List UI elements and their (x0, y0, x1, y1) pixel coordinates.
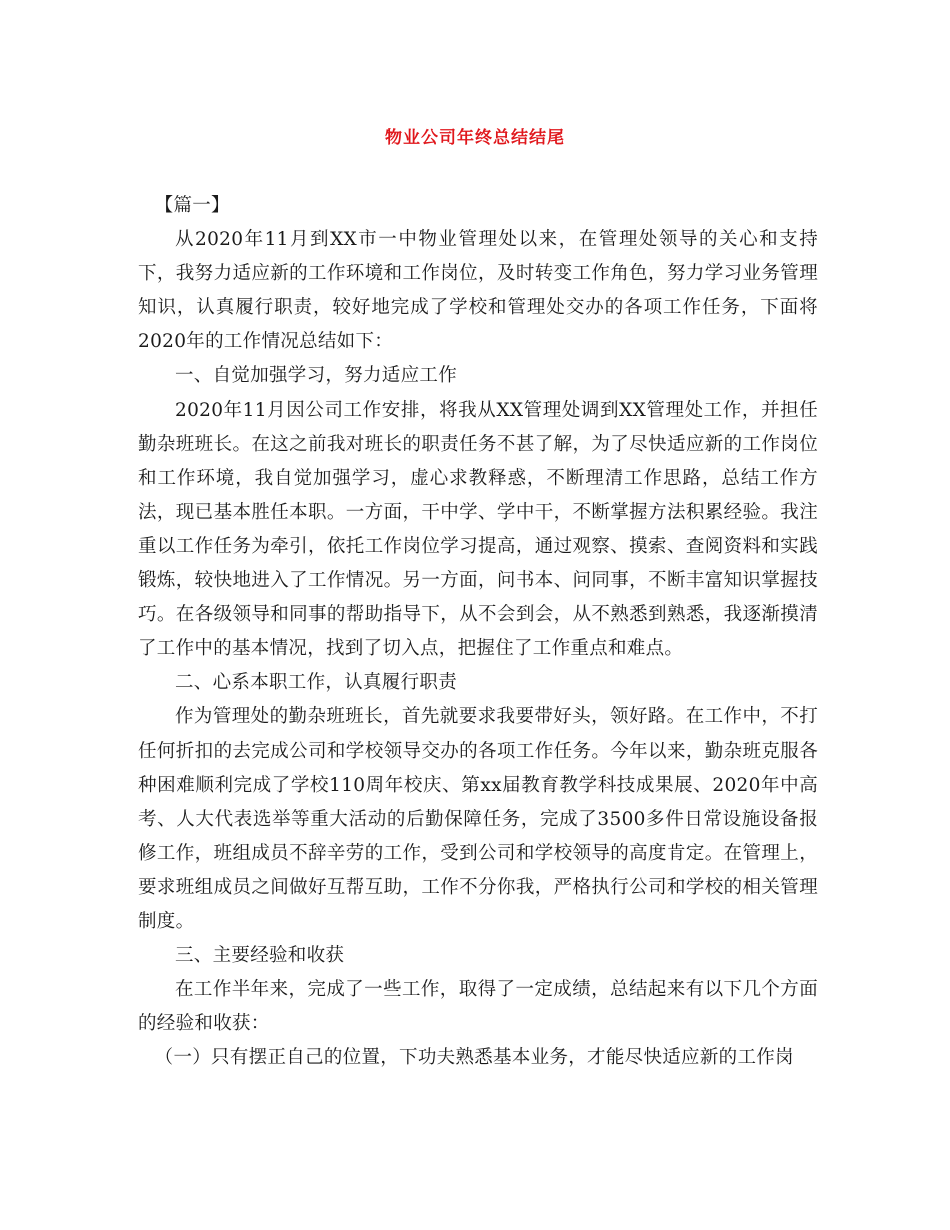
paragraph: （一）只有摆正自己的位置，下功夫熟悉基本业务，才能尽快适应新的工作岗 (154, 1047, 794, 1069)
paragraph: 2020年11月因公司工作安排，将我从XX管理处调到XX管理处工作，并担任勤杂班班长。在这之前我对班长的职责任务不甚了解，为了尽快适应新的工作岗位和工作环境，我自觉加强学习，虚心求教释惑，不断理清工作思路，总结工作方法，现已基本胜任本职。一方面，干中学、学中干，不断掌握方法积累经验。我注重以工作任务为牵引，依托工作岗位学习提高，通过观察、摸索、查阅资料和实践锻炼，较快地进入了工作情况。另一方面，问书本、问同事，不断丰富知识掌握技巧。在各级领导和同事的帮助指导下，从不会到会，从不熟悉到熟悉，我逐渐摸清了工作中的基本情况，找到了切入点，把握住了工作重点和难点。 (138, 399, 818, 660)
section-heading: 【篇一】 (154, 195, 230, 216)
subheading: 一、自觉加强学习，努力适应工作 (175, 365, 458, 387)
document-title: 物业公司年终总结结尾 (385, 128, 565, 148)
paragraph: 从2020年11月到XX市一中物业管理处以来，在管理处领导的关心和支持下，我努力适应新的工作环境和工作岗位，及时转变工作角色，努力学习业务管理知识，认真履行职责，较好地完成了学校和管理处交办的各项工作任务，下面将2020年的工作情况总结如下： (138, 229, 818, 353)
paragraph: 在工作半年来，完成了一些工作，取得了一定成绩，总结起来有以下几个方面的经验和收获： (138, 979, 818, 1035)
paragraph: 作为管理处的勤杂班班长，首先就要求我要带好头，领好路。在工作中，不打任何折扣的去完成公司和学校领导交办的各项工作任务。今年以来，勤杂班克服各种困难顺利完成了学校110周年校庆、第xx届教育教学科技成果展、2020年中高考、人大代表选举等重大活动的后勤保障任务，完成了3500多件日常设施设备报修工作，班组成员不辞辛劳的工作，受到公司和学校领导的高度肯定。在管理上，要求班组成员之间做好互帮互助，工作不分你我，严格执行公司和学校的相关管理制度。 (138, 706, 818, 932)
document-body (138, 189, 818, 1075)
subheading: 二、心系本职工作，认真履行职责 (175, 672, 458, 694)
subheading: 三、主要经验和收获 (175, 945, 345, 967)
